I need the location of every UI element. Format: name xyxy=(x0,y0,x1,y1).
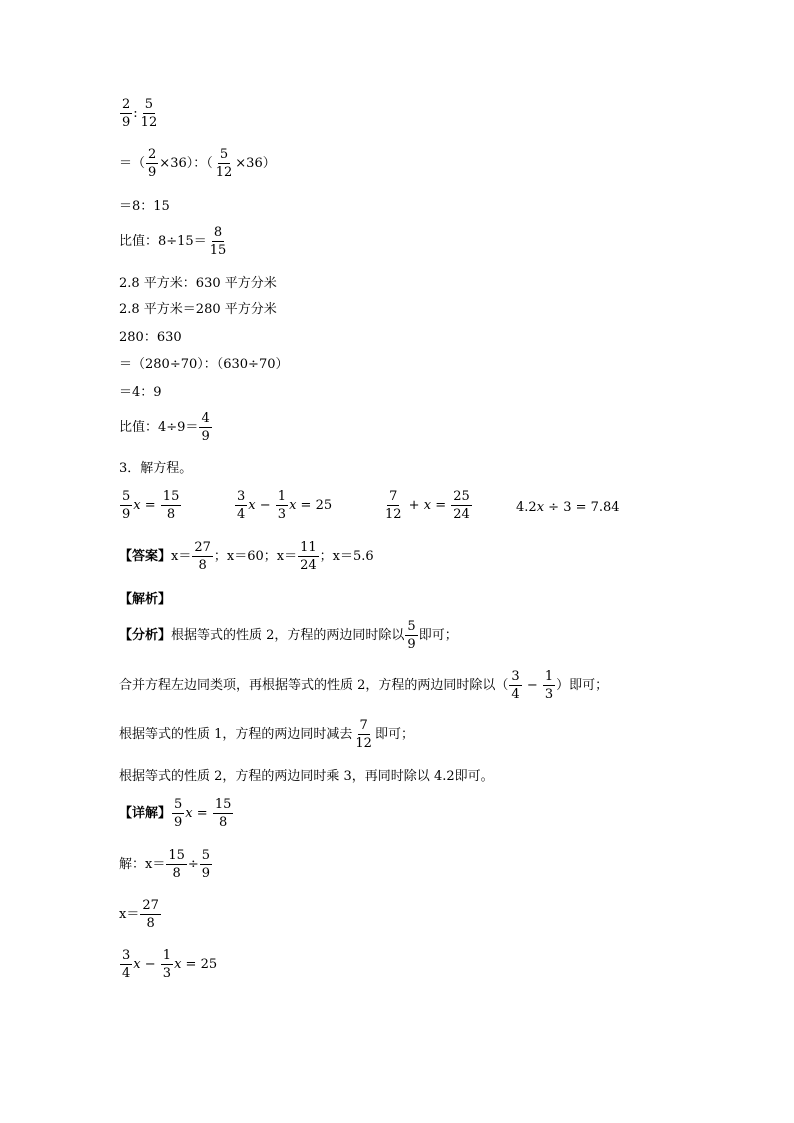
fraction: $\frac{1}{3}$ xyxy=(277,489,287,522)
question-heading: 3．解方程。 xyxy=(119,461,193,476)
area-ratio-line: 2.8 平方米：630 平方分米 xyxy=(119,276,277,291)
equation-3: $\frac{7}{12}$ + x = $\frac{25}{24}$ xyxy=(385,489,470,522)
ratio-scale-line: ＝（ $\frac{2}{9}$ ×36）：（ $\frac{5}{12}$ ×36） xyxy=(119,147,276,180)
solution-line: 解：x＝ $\frac{15}{8}$ ÷ $\frac{5}{9}$ xyxy=(119,848,211,881)
fraction: $\frac{15}{8}$ xyxy=(168,848,185,881)
analysis-line-2: 合并方程左边同类项，再根据等式的性质 2，方程的两边同时除以（ $\frac{3}{4}$ − $\frac{1}{3}$ ）即可； xyxy=(119,669,609,702)
equation-4: 4.2 x ÷ 3 = 7.84 xyxy=(516,500,620,515)
fraction: $\frac{5}{9}$ xyxy=(407,619,416,652)
fraction: $\frac{8}{15}$ xyxy=(209,225,227,258)
fraction: $\frac{1}{3}$ xyxy=(544,669,554,702)
fraction: $\frac{5}{12}$ xyxy=(215,147,233,180)
equation-1: $\frac{5}{9}$ x = $\frac{15}{8}$ xyxy=(122,489,180,522)
area-convert-line: 2.8 平方米＝280 平方分米 xyxy=(119,302,277,317)
equation-2-restated: $\frac{3}{4}$ x − $\frac{1}{3}$ x = 25 xyxy=(122,948,218,981)
answer-line: 【答案】 x＝ $\frac{27}{8}$ ；x＝60；x＝ $\frac{11}{24}$ ；x＝5.6 xyxy=(119,540,374,573)
fraction: $\frac{5}{9}$ xyxy=(174,797,183,830)
fraction: $\frac{1}{3}$ xyxy=(162,948,172,981)
ratio-fraction-line: $\frac{2}{9}$ : $\frac{5}{12}$ xyxy=(122,97,158,130)
ratio-line: 280：630 xyxy=(119,330,182,345)
analysis-heading: 【解析】 xyxy=(119,592,172,607)
analysis-line-3: 根据等式的性质 1，方程的两边同时减去 $\frac{7}{12}$ 即可； xyxy=(119,718,414,751)
fraction: $\frac{15}{8}$ xyxy=(162,489,180,522)
fraction: $\frac{5}{12}$ xyxy=(140,97,158,130)
fraction: $\frac{5}{9}$ xyxy=(201,848,211,881)
analysis-line-1: 【分析】 根据等式的性质 2，方程的两边同时除以 $\frac{5}{9}$ 即可； xyxy=(119,619,458,652)
answer-tag: 【答案】 xyxy=(119,549,172,564)
fraction: $\frac{15}{8}$ xyxy=(214,797,232,830)
fraction: $\frac{3}{4}$ xyxy=(122,948,131,981)
fraction: $\frac{27}{8}$ xyxy=(194,540,211,573)
ratio-divide-line: ＝（280÷70）：（630÷70） xyxy=(119,357,289,372)
equation-2: $\frac{3}{4}$ x − $\frac{1}{3}$ x = 25 xyxy=(237,489,333,522)
result-line: x＝ $\frac{27}{8}$ xyxy=(119,898,159,931)
analysis-line-4: 根据等式的性质 2，方程的两边同时乘 3，再同时除以 4.2即可。 xyxy=(119,769,494,784)
fraction: $\frac{2}{9}$ xyxy=(148,147,157,180)
detail-line: 【详解】 $\frac{5}{9}$ x = $\frac{15}{8}$ xyxy=(119,797,232,830)
fraction: $\frac{7}{12}$ xyxy=(355,718,372,751)
fraction: $\frac{3}{4}$ xyxy=(237,489,246,522)
ratio-value-line: 比值：8÷15＝ $\frac{8}{15}$ xyxy=(119,225,227,258)
fraction: $\frac{2}{9}$ xyxy=(122,97,131,130)
fraction: $\frac{27}{8}$ xyxy=(142,898,159,931)
fraction: $\frac{4}{9}$ xyxy=(201,411,210,444)
ratio-result-line: ＝8：15 xyxy=(119,199,170,214)
fraction: $\frac{11}{24}$ xyxy=(300,540,317,573)
fraction: $\frac{7}{12}$ xyxy=(385,489,402,522)
fraction: $\frac{3}{4}$ xyxy=(511,669,520,702)
ratio-value-line-2: 比值：4÷9＝ $\frac{4}{9}$ xyxy=(119,411,210,444)
ratio-simplified-line: ＝4：9 xyxy=(119,385,162,400)
fraction: $\frac{25}{24}$ xyxy=(453,489,470,522)
fraction: $\frac{5}{9}$ xyxy=(122,489,131,522)
